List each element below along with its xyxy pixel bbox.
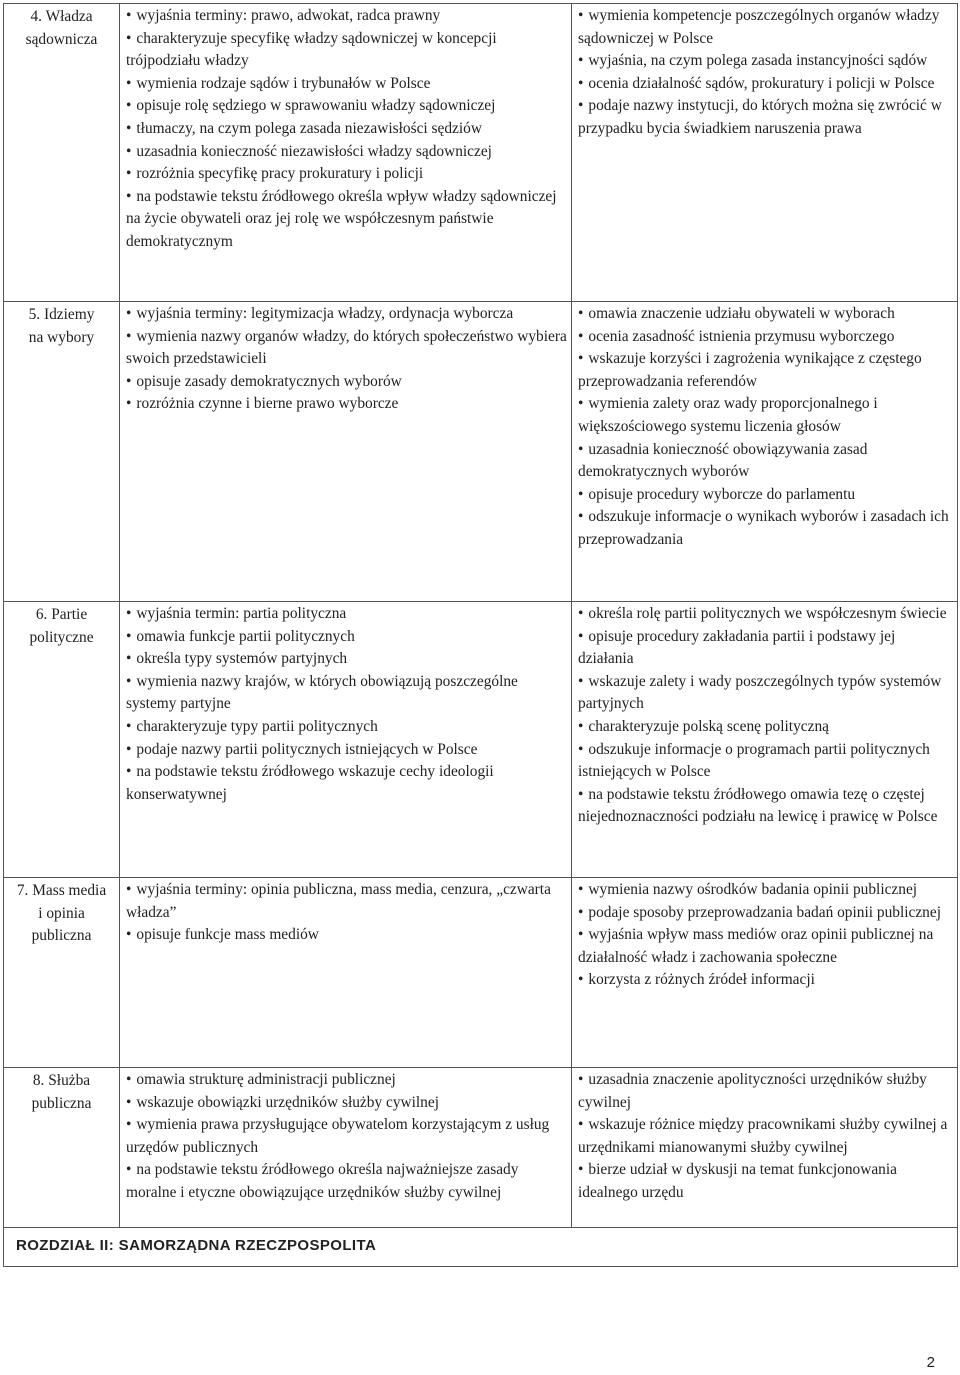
requirement-text: opisuje procedury zakładania partii i podstawy jej działania	[578, 627, 896, 668]
requirement-text: omawia funkcje partii politycznych	[136, 627, 355, 645]
bullet-icon: •	[126, 1116, 132, 1134]
requirement-text: wymienia rodzaje sądów i trybunałów w Polsce	[136, 74, 431, 92]
topic-cell	[4, 1068, 120, 1228]
requirement-text: wyjaśnia, na czym polega zasada instancyjności sądów	[588, 52, 928, 70]
list-item	[126, 118, 567, 141]
bullet-icon: •	[578, 327, 584, 345]
list-item	[126, 626, 567, 649]
topic-cell	[4, 4, 120, 302]
requirement-text: wyjaśnia terminy: opinia publiczna, mass media, cenzura, „czwarta władza”	[126, 881, 551, 921]
list-item	[126, 1092, 567, 1115]
extended-requirements-list	[578, 1069, 953, 1205]
basic-requirements-list	[126, 879, 567, 947]
list-item	[578, 671, 953, 716]
bullet-icon: •	[126, 305, 132, 322]
page-number: 2	[926, 1354, 935, 1371]
basic-requirements-list	[126, 603, 567, 806]
bullet-icon: •	[578, 672, 584, 690]
list-item	[578, 902, 953, 925]
requirement-text: opisuje funkcje mass mediów	[136, 926, 319, 944]
list-item	[578, 50, 953, 73]
requirement-text: wyjaśnia terminy: legitymizacja władzy, ordynacja wyborcza	[136, 305, 514, 322]
extended-requirements-cell	[572, 878, 958, 1068]
requirement-text: określa typy systemów partyjnych	[136, 650, 348, 668]
bullet-icon: •	[578, 785, 584, 803]
list-item	[578, 879, 953, 902]
list-item	[578, 739, 953, 784]
topic-cell	[4, 878, 120, 1068]
topic-title-line: Partie	[51, 606, 88, 623]
list-item	[126, 73, 567, 96]
bullet-icon: •	[578, 1071, 584, 1088]
bullet-icon: •	[126, 29, 132, 47]
requirement-text: rozróżnia czynne i bierne prawo wyborcze	[136, 395, 399, 413]
basic-requirements-list	[126, 5, 567, 254]
requirement-text: na podstawie tekstu źródłowego wskazuje cechy ideologii konserwatywnej	[126, 763, 494, 803]
list-item	[578, 1069, 953, 1114]
bullet-icon: •	[578, 881, 584, 898]
list-item	[578, 393, 953, 438]
bullet-icon: •	[126, 7, 132, 24]
list-item	[578, 5, 953, 50]
list-item	[578, 326, 953, 349]
requirements-table-body	[4, 4, 958, 1228]
list-item	[126, 371, 567, 394]
requirement-text: omawia znaczenie udziału obywateli w wyborach	[588, 305, 895, 322]
topic-cell	[4, 602, 120, 878]
requirement-text: podaje nazwy partii politycznych istniejących w Polsce	[136, 740, 478, 758]
list-item	[578, 1114, 953, 1159]
extended-requirements-list	[578, 603, 953, 829]
bullet-icon: •	[578, 971, 584, 989]
basic-requirements-cell	[120, 1068, 572, 1228]
list-item	[578, 303, 953, 326]
requirement-text: wymienia kompetencje poszczególnych organów władzy sądowniczej w Polsce	[578, 7, 940, 47]
requirement-text: korzysta z różnych źródeł informacji	[588, 971, 815, 989]
list-item	[126, 28, 567, 73]
list-item	[126, 1159, 567, 1204]
requirement-text: uzasadnia konieczność obowiązywania zasad demokratycznych wyborów	[578, 440, 868, 481]
list-item	[126, 1114, 567, 1159]
bullet-icon: •	[578, 440, 584, 458]
bullet-icon: •	[126, 142, 132, 160]
list-item	[578, 439, 953, 484]
requirement-text: wymienia zalety oraz wady proporcjonalnego i większościowego systemu liczenia głosów	[578, 395, 878, 435]
bullet-icon: •	[126, 926, 132, 944]
list-item	[578, 626, 953, 671]
bullet-icon: •	[126, 763, 132, 781]
bullet-icon: •	[578, 1116, 584, 1134]
requirement-text: ocenia zasadność istnienia przymusu wyborczego	[588, 327, 895, 345]
requirement-text: wymienia prawa przysługujące obywatelom korzystającym z usług urzędów publicznych	[126, 1116, 550, 1156]
topic-number: 6.	[35, 606, 48, 623]
list-item	[578, 95, 953, 140]
extended-requirements-cell	[572, 1068, 958, 1228]
list-item	[126, 186, 567, 254]
bullet-icon: •	[126, 740, 132, 758]
section-title: ROZDZIAŁ II: SAMORZĄDNA RZECZPOSPOLITA	[16, 1237, 377, 1254]
bullet-icon: •	[126, 119, 132, 137]
bullet-icon: •	[578, 7, 584, 24]
requirement-text: określa rolę partii politycznych we współczesnym świecie	[588, 605, 947, 622]
list-item	[578, 348, 953, 393]
list-item	[126, 671, 567, 716]
list-item	[578, 73, 953, 96]
bullet-icon: •	[578, 52, 584, 70]
list-item	[126, 95, 567, 118]
list-item	[126, 141, 567, 164]
table-row	[4, 878, 958, 1068]
requirement-text: wyjaśnia terminy: prawo, adwokat, radca prawny	[136, 7, 441, 24]
list-item	[578, 1159, 953, 1204]
list-item	[126, 393, 567, 416]
topic-number: 4.	[30, 8, 42, 25]
extended-requirements-cell	[572, 302, 958, 602]
list-item	[126, 879, 567, 924]
table-row	[4, 1068, 958, 1228]
list-item	[126, 924, 567, 947]
requirement-text: charakteryzuje specyfikę władzy sądowniczej w koncepcji trójpodziału władzy	[126, 29, 497, 70]
bullet-icon: •	[126, 1093, 132, 1111]
table-row	[4, 302, 958, 602]
requirement-text: wyjaśnia wpływ mass mediów oraz opinii publicznej na działalność władz i zachowania społeczne	[578, 926, 934, 966]
requirement-text: uzasadnia konieczność niezawisłości władzy sądowniczej	[136, 142, 492, 160]
list-item	[126, 603, 567, 626]
list-item	[126, 761, 567, 806]
requirement-text: charakteryzuje polską scenę polityczną	[588, 717, 829, 735]
table-row	[4, 4, 958, 302]
basic-requirements-list	[126, 1069, 567, 1205]
section-footer-row	[4, 1228, 958, 1267]
list-item	[126, 5, 567, 28]
extended-requirements-list	[578, 5, 953, 141]
table-row	[4, 602, 958, 878]
list-item	[126, 1069, 567, 1092]
bullet-icon: •	[126, 165, 132, 183]
section-footer-cell	[4, 1228, 958, 1267]
topic-title-line: Idziemy	[43, 306, 95, 323]
basic-requirements-cell	[120, 302, 572, 602]
bullet-icon: •	[578, 926, 584, 944]
requirement-text: wymienia nazwy krajów, w których obowiązują poszczególne systemy partyjne	[126, 672, 518, 713]
bullet-icon: •	[126, 74, 132, 92]
requirement-text: charakteryzuje typy partii politycznych	[136, 717, 378, 735]
bullet-icon: •	[578, 605, 584, 622]
bullet-icon: •	[578, 395, 584, 413]
extended-requirements-cell	[572, 602, 958, 878]
topic-title-line: sądownicza	[25, 30, 98, 48]
list-item	[578, 716, 953, 739]
topic-title-line: publiczna	[31, 1094, 92, 1112]
bullet-icon: •	[126, 881, 132, 898]
bullet-icon: •	[578, 740, 584, 758]
requirements-table	[3, 3, 958, 1267]
basic-requirements-cell	[120, 602, 572, 878]
bullet-icon: •	[126, 1161, 132, 1179]
requirement-text: omawia strukturę administracji publicznej	[136, 1071, 396, 1088]
topic-title-line: na wybory	[28, 328, 95, 346]
requirement-text: podaje sposoby przeprowadzania badań opinii publicznej	[588, 903, 941, 921]
bullet-icon: •	[126, 372, 132, 390]
requirement-text: na podstawie tekstu źródłowego określa wpływ władzy sądowniczej na życie obywateli oraz jej rolę we współczesnym państwie demokratycznym	[126, 187, 557, 250]
list-item	[126, 326, 567, 371]
extended-requirements-cell	[572, 4, 958, 302]
bullet-icon: •	[126, 327, 132, 345]
topic-title-line: i opinia	[38, 904, 85, 922]
bullet-icon: •	[126, 97, 132, 115]
topic-number: 7.	[16, 882, 29, 899]
requirement-text: podaje nazwy instytucji, do których można się zwrócić w przypadku bycia świadkiem naruszenia prawa	[578, 97, 942, 137]
requirement-text: odszukuje informacje o programach partii politycznych istniejących w Polsce	[578, 740, 930, 781]
topic-cell	[4, 302, 120, 602]
bullet-icon: •	[126, 395, 132, 413]
list-item	[126, 163, 567, 186]
basic-requirements-cell	[120, 878, 572, 1068]
requirement-text: wymienia nazwy organów władzy, do których społeczeństwo wybiera swoich przedstawicieli	[126, 327, 567, 368]
topic-title-line: publiczna	[31, 927, 92, 945]
bullet-icon: •	[578, 717, 584, 735]
list-item	[578, 784, 953, 829]
bullet-icon: •	[126, 672, 132, 690]
requirement-text: opisuje rolę sędziego w sprawowaniu władzy sądowniczej	[136, 97, 496, 115]
extended-requirements-list	[578, 879, 953, 992]
list-item	[126, 648, 567, 671]
topic-title-line: Mass media	[32, 882, 107, 899]
requirement-text: opisuje zasady demokratycznych wyborów	[136, 372, 402, 390]
requirement-text: bierze udział w dyskusji na temat funkcjonowania idealnego urzędu	[578, 1161, 897, 1201]
list-item	[578, 924, 953, 969]
bullet-icon: •	[126, 650, 132, 668]
bullet-icon: •	[578, 305, 584, 322]
bullet-icon: •	[578, 485, 584, 503]
bullet-icon: •	[578, 97, 584, 115]
list-item	[578, 969, 953, 992]
requirement-text: na podstawie tekstu źródłowego omawia tezę o częstej niejednoznaczności podziału na lewicę i prawicę w Polsce	[578, 785, 938, 826]
requirement-text: na podstawie tekstu źródłowego określa najważniejsze zasady moralne i etyczne obowiązujące urzędników służby cywilnej	[126, 1161, 519, 1201]
requirement-text: wymienia nazwy ośrodków badania opinii publicznej	[588, 881, 918, 898]
requirement-text: uzasadnia znaczenie apolityczności urzędników służby cywilnej	[578, 1071, 927, 1111]
list-item	[578, 506, 953, 551]
bullet-icon: •	[578, 350, 584, 368]
requirement-text: wskazuje różnice między pracownikami służby cywilnej a urzędnikami mianowanymi służby cywilnej	[578, 1116, 948, 1156]
requirement-text: odszukuje informacje o wynikach wyborów i zasadach ich przeprowadzania	[578, 508, 949, 548]
bullet-icon: •	[578, 903, 584, 921]
topic-number: 5.	[28, 306, 41, 323]
topic-title-line: polityczne	[29, 628, 94, 646]
basic-requirements-list	[126, 303, 567, 416]
requirement-text: wyjaśnia termin: partia polityczna	[136, 605, 347, 622]
requirement-text: opisuje procedury wyborcze do parlamentu	[588, 485, 856, 503]
bullet-icon: •	[578, 627, 584, 645]
requirement-text: tłumaczy, na czym polega zasada niezawisłości sędziów	[136, 119, 482, 137]
bullet-icon: •	[126, 1071, 132, 1088]
bullet-icon: •	[578, 508, 584, 526]
list-item	[578, 484, 953, 507]
requirement-text: rozróżnia specyfikę pracy prokuratury i policji	[136, 165, 424, 183]
list-item	[578, 603, 953, 626]
bullet-icon: •	[126, 717, 132, 735]
requirement-text: ocenia działalność sądów, prokuratury i policji w Polsce	[588, 74, 935, 92]
list-item	[126, 716, 567, 739]
list-item	[126, 303, 567, 326]
extended-requirements-list	[578, 303, 953, 552]
requirement-text: wskazuje obowiązki urzędników służby cywilnej	[136, 1093, 439, 1111]
bullet-icon: •	[126, 605, 132, 622]
requirement-text: wskazuje zalety i wady poszczególnych typów systemów partyjnych	[578, 672, 942, 713]
curriculum-page	[3, 3, 957, 1371]
basic-requirements-cell	[120, 4, 572, 302]
bullet-icon: •	[578, 74, 584, 92]
requirement-text: wskazuje korzyści i zagrożenia wynikające z częstego przeprowadzania referendów	[578, 350, 922, 390]
bullet-icon: •	[578, 1161, 584, 1179]
topic-title-line: Władza	[45, 8, 93, 25]
bullet-icon: •	[126, 187, 132, 205]
topic-title-line: Służba	[48, 1072, 91, 1089]
bullet-icon: •	[126, 627, 132, 645]
list-item	[126, 739, 567, 762]
topic-number: 8.	[32, 1072, 45, 1089]
